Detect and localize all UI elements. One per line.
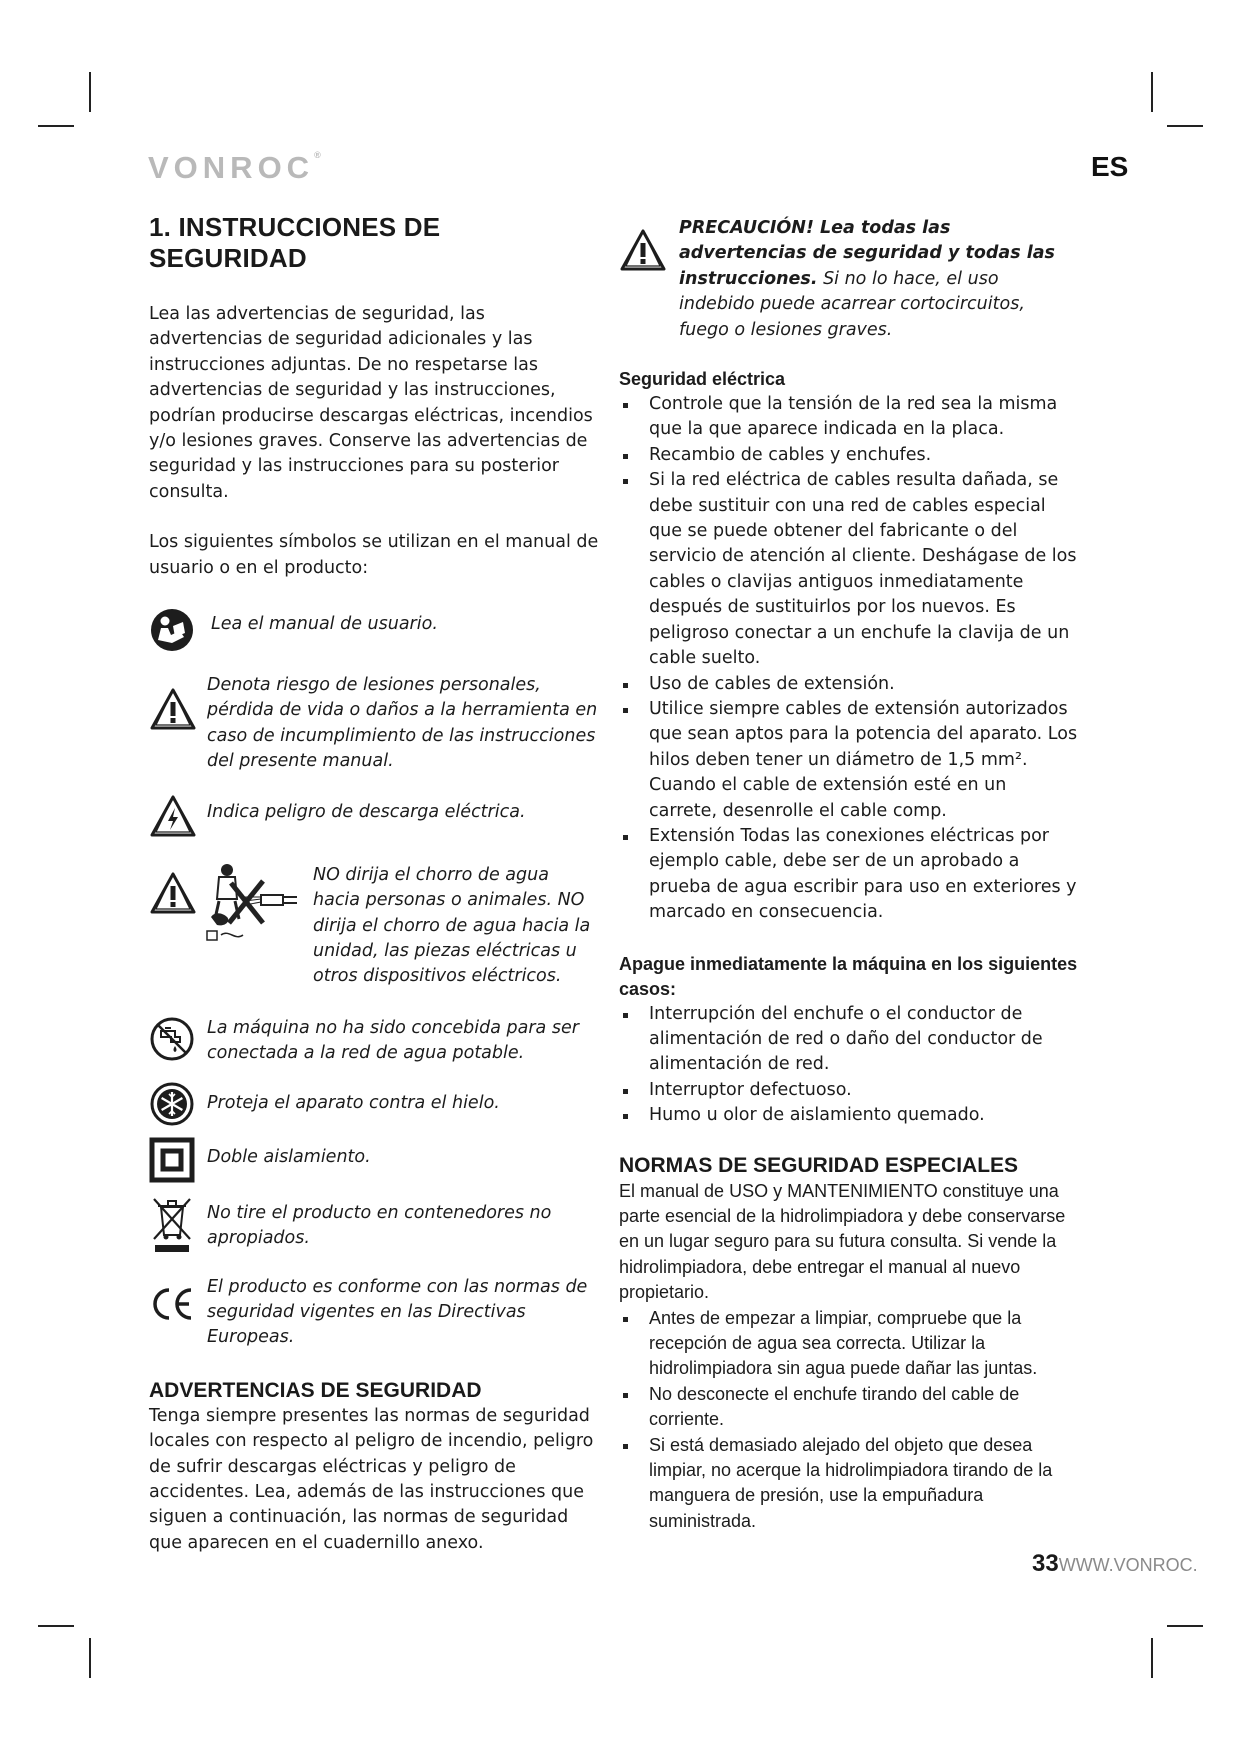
brand-logo: VONROC® — [148, 150, 321, 185]
warning-triangle-icon — [149, 673, 197, 735]
list-item: Humo u olor de aislamiento quemado. — [619, 1103, 1079, 1128]
electric-safety-heading: Seguridad eléctrica — [619, 369, 786, 390]
crop-mark — [38, 1625, 74, 1627]
weee-bin-icon — [149, 1195, 197, 1259]
left-column — [149, 212, 599, 1556]
electric-shock-warning-icon — [149, 794, 197, 842]
list-item: Antes de empezar a limpiar, compruebe que la recepción de agua sea correcta. Utilizar la hidrolimpiadora sin agua puede dañar las juntas. — [619, 1306, 1079, 1382]
symbol-text: Proteja el aparato contra el hielo. — [207, 1092, 500, 1113]
crop-mark — [1151, 72, 1153, 112]
symbol-row — [149, 1275, 599, 1351]
symbol-row — [149, 1137, 599, 1187]
shutdown-list — [619, 1002, 1079, 1129]
symbol-row — [149, 1195, 599, 1259]
page-number: 33 — [1032, 1550, 1059, 1577]
warnings-heading: ADVERTENCIAS DE SEGURIDAD — [149, 1378, 482, 1402]
page-footer — [1032, 1550, 1198, 1578]
symbols-intro: Los siguientes símbolos se utilizan en el manual de usuario o en el producto: — [149, 532, 599, 578]
special-rules-heading: NORMAS DE SEGURIDAD ESPECIALES — [619, 1153, 1019, 1177]
symbol-row — [149, 794, 599, 842]
symbol-row — [149, 607, 599, 657]
list-item: Uso de cables de extensión. — [619, 672, 1079, 697]
right-column — [619, 216, 1079, 1534]
crop-mark — [1167, 1625, 1203, 1627]
crop-mark — [1167, 125, 1203, 127]
list-item: Interruptor defectuoso. — [619, 1078, 1079, 1103]
symbol-text: No tire el producto en contenedores no apropiados. — [207, 1202, 552, 1248]
caution-text: PRECAUCIÓN! Lea todas las advertencias de seguridad y todas las instrucciones. Si no lo hace, el uso indebido puede acarrear cortocircuitos, fuego o lesiones graves. — [679, 218, 1055, 340]
crop-mark — [38, 125, 74, 127]
list-item: Controle que la tensión de la red sea la misma que la que aparece indicada en la placa. — [619, 392, 1079, 443]
symbol-row — [149, 861, 599, 990]
symbol-text: Lea el manual de usuario. — [211, 614, 438, 635]
crop-mark — [1151, 1638, 1153, 1678]
double-insulation-icon — [149, 1137, 197, 1187]
language-code: ES — [1091, 151, 1129, 182]
list-item: Interrupción del enchufe o el conductor de alimentación de red o daño del conductor de alimentación de red. — [619, 1002, 1079, 1078]
warnings-paragraph: Tenga siempre presentes las normas de seguridad locales con respecto al peligro de incendio, peligro de sufrir descargas eléctricas y peligro de accidentes. Lea, además de las instrucciones que siguen a continuación, las normas de seguridad que aparecen en el cuadernillo anexo. — [149, 1405, 594, 1553]
symbol-row — [149, 673, 599, 775]
symbol-text: NO dirija el chorro de agua hacia personas o animales. NO dirija el chorro de agua hacia la unidad, las piezas eléctricas u otros dispositivos eléctricos. — [313, 864, 591, 987]
symbol-row — [149, 1016, 599, 1067]
list-item: No desconecte el enchufe tirando del cable de corriente. — [619, 1382, 1079, 1433]
crop-mark — [89, 1638, 91, 1678]
intro-paragraph: Lea las advertencias de seguridad, las advertencias de seguridad adicionales y las instrucciones adjuntas. De no respetarse las advertencias de seguridad y las instrucciones, podrían producirse descargas eléctricas, incendios y/o lesiones graves. Conserve las advertencias de seguridad y las instrucciones para su posterior consulta. — [149, 304, 593, 502]
symbol-text: Denota riesgo de lesiones personales, pérdida de vida o daños a la herramienta en caso de incumplimiento de las instrucciones del presente manual. — [207, 675, 598, 772]
shutdown-heading: Apague inmediatamente la máquina en los siguientes casos: — [619, 953, 1078, 999]
symbol-text: Indica peligro de descarga eléctrica. — [207, 801, 526, 822]
list-item: Utilice siempre cables de extensión autorizados que sean aptos para la potencia del aparato. Los hilos deben tener un diámetro de 1,5 mm². Cuando el cable de extensión esté en un carrete, desenrolle el cable comp. — [619, 697, 1079, 824]
list-item: Recambio de cables y enchufes. — [619, 443, 1079, 468]
crop-mark — [89, 72, 91, 112]
symbol-text: Doble aislamiento. — [207, 1146, 371, 1167]
special-rules-paragraph: El manual de USO y MANTENIMIENTO constituye una parte esencial de la hidrolimpiadora y debe conservarse en un lugar seguro para su futura consulta. Si vende la hidrolimpiadora, debe entregar el manual al nuevo propietario. — [619, 1180, 1066, 1303]
section-title: 1. INSTRUCCIONES DE SEGURIDAD — [149, 212, 441, 273]
no-water-jet-icon — [205, 861, 307, 949]
website-text: WWW.VONROC. — [1058, 1555, 1198, 1575]
frost-protection-icon — [149, 1081, 197, 1131]
list-item: Si está demasiado alejado del objeto que desea limpiar, no acerque la hidrolimpiadora tirando de la manguera de presión, use la empuñadura suministrada. — [619, 1433, 1079, 1535]
list-item: Si la red eléctrica de cables resulta dañada, se debe sustituir con una red de cables especial que se puede obtener del fabricante o del servicio de atención al cliente. Deshágase de los cables o clavijas antiguos inmediatamente después de sustituirlos por los nuevos. Es peligroso conectar a un enchufe la clavija de un cable suelto. — [619, 468, 1079, 671]
list-item: Extensión Todas las conexiones eléctricas por ejemplo cable, debe ser de un aprobado a prueba de agua escribir para uso en exteriores y marcado en consecuencia. — [619, 824, 1079, 926]
no-drinking-water-icon — [149, 1016, 197, 1066]
special-rules-list — [619, 1306, 1079, 1535]
read-manual-icon — [149, 607, 197, 657]
warning-triangle-icon — [619, 216, 667, 276]
symbol-text: La máquina no ha sido concebida para ser conectada a la red de agua potable. — [207, 1017, 579, 1064]
electric-safety-list — [619, 392, 1079, 926]
ce-mark-icon — [149, 1275, 197, 1325]
warning-triangle-icon — [149, 861, 197, 919]
symbol-list — [149, 607, 599, 1351]
symbol-text: El producto es conforme con las normas de seguridad vigentes en las Directivas Europeas. — [207, 1276, 588, 1348]
symbol-row — [149, 1081, 599, 1131]
caution-block — [619, 216, 1079, 343]
